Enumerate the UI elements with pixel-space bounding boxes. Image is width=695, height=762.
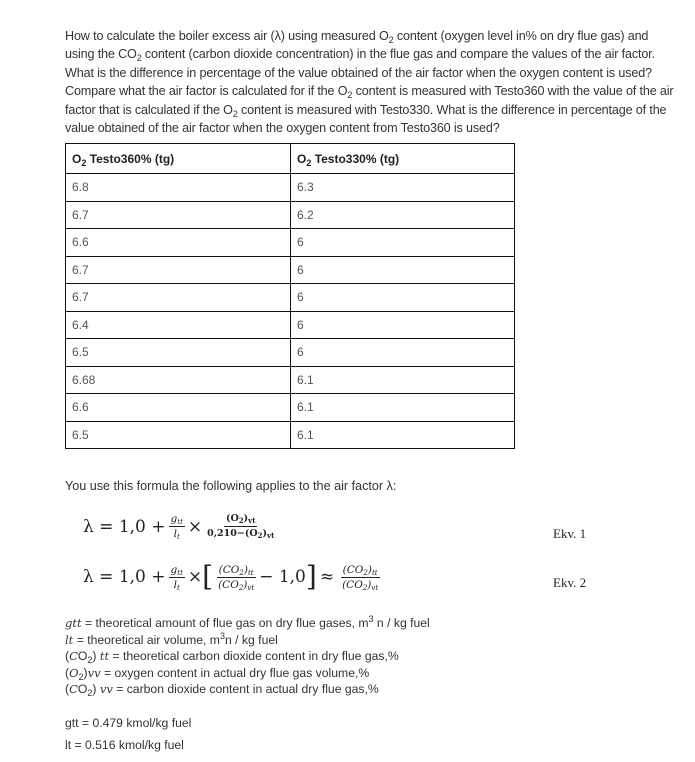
var-l: l	[173, 528, 177, 540]
variable-symbol: C	[69, 682, 78, 696]
fraction-gtt-lt	[169, 564, 185, 591]
variable-symbol: gtt	[65, 616, 82, 630]
equation-label-1: Ekv. 1	[553, 526, 587, 541]
table-cell: 6.7	[66, 201, 291, 229]
variable-symbol: O	[69, 665, 79, 680]
table-row	[66, 394, 515, 422]
math-text: )	[243, 578, 248, 591]
math-text: (CO	[218, 578, 239, 591]
table-cell: 6.6	[66, 394, 291, 422]
definition-text: = carbon dioxide content in actual dry flue gas,%	[112, 682, 379, 696]
definition-text: = theoretical air volume, m	[73, 632, 220, 647]
subscript: 2	[388, 35, 394, 45]
math-text: )	[262, 528, 267, 539]
header-text: O	[297, 151, 307, 166]
header-text: Testo330% (tg)	[311, 151, 400, 166]
given-gtt: gtt = 0.479 kmol/kg fuel	[65, 716, 192, 730]
subscript: 2	[87, 688, 93, 698]
definition-gtt	[65, 615, 430, 632]
table-cell: 6.5	[66, 339, 291, 367]
subscript: 2	[363, 568, 368, 577]
table-cell: 6.7	[66, 256, 291, 284]
denominator	[172, 578, 182, 591]
table-cell: 6	[291, 311, 515, 339]
subscript: tt	[247, 568, 254, 577]
question-text	[65, 27, 675, 137]
subscript: 2	[257, 531, 263, 540]
column-header-testo330	[291, 144, 515, 174]
subscript: vt	[248, 516, 256, 525]
math-text: )	[243, 563, 248, 576]
table-cell: 6.4	[66, 311, 291, 339]
definition-text: = oxygen content in actual dry flue gas volume,%	[100, 665, 370, 680]
table-header-row	[66, 144, 515, 174]
variable-symbol: vv	[99, 682, 113, 696]
table-cell: 6.7	[66, 284, 291, 312]
math-text: )	[367, 578, 372, 591]
formula-lhs: λ = 1,0 +	[83, 567, 166, 587]
table-row	[66, 174, 515, 202]
minus-term: − 1,0	[259, 567, 306, 587]
numerator	[169, 513, 185, 527]
table-cell: 6.6	[66, 229, 291, 257]
table-cell: 6.3	[291, 174, 515, 202]
subscript: 2	[232, 108, 238, 119]
approx-symbol: ≈	[319, 567, 335, 587]
subscript: 2	[306, 157, 312, 168]
superscript: 3	[219, 630, 225, 641]
table-cell: 6	[291, 284, 515, 312]
numerator	[341, 564, 380, 578]
equation-1	[83, 513, 279, 540]
definition-text: n / kg fuel	[224, 632, 278, 647]
equation-label-2: Ekv. 2	[553, 575, 587, 590]
var-l: l	[173, 578, 177, 591]
fraction-co2-inner	[216, 564, 256, 591]
subscript: 2	[87, 655, 93, 665]
subscript: tt	[371, 568, 378, 577]
table-row	[66, 256, 515, 284]
formula-intro: You use this formula the following applies to the air factor λ:	[65, 479, 397, 493]
table-cell: 6.1	[291, 421, 515, 449]
fraction-co2-rhs	[340, 564, 380, 591]
subscript: vt	[267, 531, 275, 540]
definition-co2-tt	[65, 648, 430, 665]
definition-o2-vv	[65, 665, 430, 682]
table-cell: 6.8	[66, 174, 291, 202]
table-cell: 6.5	[66, 421, 291, 449]
subscript: tt	[177, 518, 183, 526]
table-row	[66, 284, 515, 312]
given-lt: lt = 0.516 kmol/kg fuel	[65, 738, 184, 752]
open-bracket: [	[202, 560, 214, 593]
var-g: g	[170, 513, 178, 525]
subscript: 2	[347, 90, 353, 101]
denominator	[205, 527, 276, 540]
subscript: 2	[136, 53, 142, 64]
variable-symbol: vv	[87, 665, 101, 680]
subscript: vt	[247, 583, 255, 592]
question-part: content is measured with Testo330. What is the difference in percentage of the value obtained of the air factor when the oxygen content from Testo360 is used?	[65, 102, 667, 136]
question-part: content (carbon dioxide concentration) in the flue gas and compare the values of the air factor. What is the difference in percentage of the value obtained of the air factor when the oxygen content is used? Compare what the air factor is calculated for if the O	[65, 47, 655, 99]
subscript: t	[176, 583, 180, 592]
table-row	[66, 201, 515, 229]
superscript: 3	[368, 614, 374, 624]
subscript: 2	[362, 583, 368, 592]
table-row	[66, 229, 515, 257]
math-text: )	[243, 513, 249, 524]
paren: (	[65, 682, 70, 696]
subscript: 2	[239, 568, 244, 577]
definition-text: = theoretical carbon dioxide content in dry flue gas,%	[109, 649, 399, 663]
fraction-gtt-lt	[169, 513, 185, 540]
table-row	[66, 339, 515, 367]
subscript: 2	[238, 516, 244, 525]
close-bracket: ]	[305, 560, 317, 593]
math-text: (CO	[218, 563, 240, 576]
paren: (	[65, 665, 70, 680]
table-cell: 6	[291, 256, 515, 284]
paren: )	[92, 682, 100, 696]
subscript: 2	[78, 671, 84, 682]
math-text: (O	[225, 513, 239, 524]
paren: (	[65, 649, 70, 663]
table-cell: 6	[291, 229, 515, 257]
formula-lhs: λ = 1,0 +	[83, 516, 166, 537]
table-cell: 6.1	[291, 366, 515, 394]
header-text: O	[72, 151, 82, 166]
paren: )	[92, 649, 100, 663]
math-text: )	[367, 563, 372, 576]
question-part: content (oxygen level in% on dry flue gas) and using the CO	[65, 29, 649, 62]
table-cell: 6.1	[291, 394, 515, 422]
definition-lt	[65, 632, 430, 649]
column-header-testo360	[66, 144, 291, 174]
numerator	[169, 564, 185, 578]
subscript: vt	[371, 583, 379, 592]
subscript: tt	[177, 568, 183, 577]
numerator	[224, 513, 257, 527]
header-text: Testo360% (tg)	[86, 151, 175, 166]
math-text: 0,210−(O	[207, 528, 258, 539]
table-cell: 6	[291, 339, 515, 367]
numerator	[217, 564, 256, 578]
given-values	[65, 712, 191, 756]
paren: )	[83, 665, 88, 680]
variable-symbol: C	[69, 649, 78, 663]
question-part: How to calculate the boiler excess air (λ) using measured O	[65, 29, 389, 43]
denominator	[340, 578, 380, 591]
denominator	[172, 527, 182, 540]
table-row	[66, 366, 515, 394]
denominator	[216, 578, 256, 591]
table-cell: 6.68	[66, 366, 291, 394]
times-symbol: ×	[187, 567, 203, 587]
var-g: g	[170, 563, 178, 576]
subscript: 2	[238, 583, 244, 592]
subscript: 2	[81, 157, 87, 168]
subscript: t	[176, 533, 180, 541]
times-symbol: ×	[187, 516, 203, 537]
variable-symbol: tt	[99, 649, 110, 663]
math-text: (CO	[342, 578, 363, 591]
fraction-o2	[205, 513, 276, 540]
variable-symbol: lt	[65, 632, 74, 647]
definition-co2-vv	[65, 681, 430, 698]
variable-definitions	[65, 615, 430, 698]
question-part: content is measured with Testo360 with the value of the air factor that is calculated if the O	[65, 84, 674, 117]
definition-text: n / kg fuel	[373, 616, 430, 630]
table-row	[66, 421, 515, 449]
variable-symbol: O	[77, 649, 88, 663]
definition-text: = theoretical amount of flue gas on dry flue gases, m	[81, 616, 369, 630]
equation-2	[83, 560, 383, 593]
math-text: (CO	[342, 563, 364, 576]
table-cell: 6.2	[291, 201, 515, 229]
variable-symbol: O	[77, 682, 88, 696]
table-row	[66, 311, 515, 339]
o2-measurement-table	[65, 143, 515, 449]
